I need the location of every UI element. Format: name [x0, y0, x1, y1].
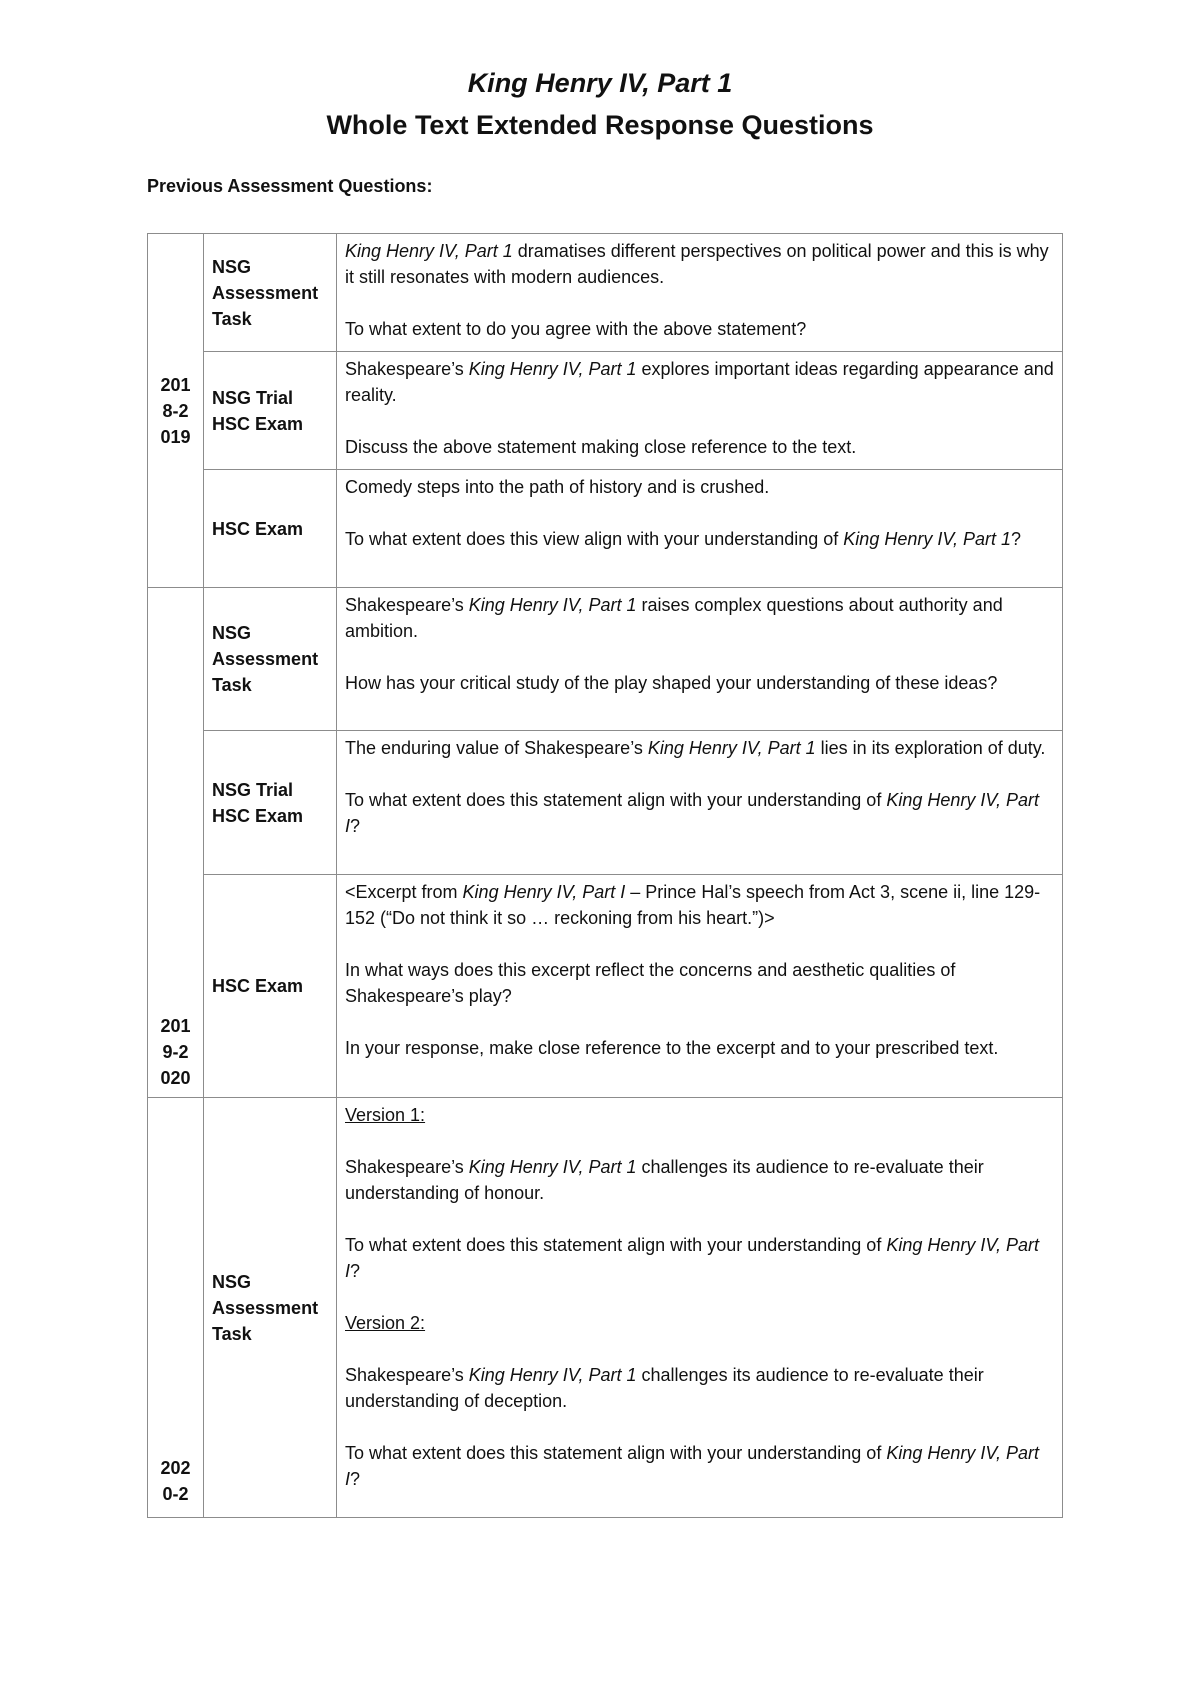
task-cell — [204, 352, 337, 470]
table-row — [148, 875, 1063, 1098]
text-run: How has your critical study of the play shaped your understanding of these ideas? — [345, 673, 998, 693]
question-paragraph — [345, 1232, 1054, 1284]
text-title-italic: King Henry IV, Part I — [345, 1235, 1040, 1281]
table-row — [148, 234, 1063, 352]
text-run: The enduring value of Shakespeare’s — [345, 738, 648, 758]
text-run: ? — [1011, 529, 1022, 549]
text-run: lies in its exploration of duty. — [815, 738, 1046, 758]
year-cell — [148, 1098, 204, 1518]
question-paragraph — [345, 474, 1054, 500]
text-run: Shakespeare’s — [345, 1157, 469, 1177]
version-heading: Version 2: — [345, 1313, 426, 1333]
task-cell — [204, 731, 337, 875]
task-label: Assessment — [212, 282, 319, 303]
question-cell — [337, 875, 1063, 1098]
questions-table — [147, 233, 1063, 1518]
question-cell — [337, 1098, 1063, 1518]
question-paragraph — [345, 957, 1054, 1009]
text-run: explores important ideas regarding appearance and reality. — [345, 359, 1054, 405]
year-line: 201 — [160, 1016, 191, 1036]
text-run: – Prince Hal’s speech from Act 3, scene ii, line 129-152 (“Do not think it so … reckoning from his heart.”)> — [345, 882, 1041, 928]
question-paragraph — [345, 316, 1054, 342]
task-label: Task — [212, 1323, 252, 1344]
document-title: Whole Text Extended Response Questions — [326, 110, 874, 140]
text-run: ? — [350, 1261, 361, 1281]
task-label: Task — [212, 308, 252, 329]
text-run: To what extent does this statement align with your understanding of — [345, 1235, 887, 1255]
task-label: NSG Trial — [212, 387, 294, 408]
task-label: HSC Exam — [212, 413, 304, 434]
text-run: Shakespeare’s — [345, 595, 469, 615]
question-cell — [337, 352, 1063, 470]
task-label: NSG — [212, 256, 252, 277]
text-title-italic: King Henry IV, Part 1 — [843, 529, 1012, 549]
question-paragraph — [345, 1154, 1054, 1206]
text-run: Shakespeare’s — [345, 359, 469, 379]
text-run: challenges its audience to re-evaluate their understanding of honour. — [345, 1157, 984, 1203]
text-run: To what extent does this view align with your understanding of — [345, 529, 844, 549]
task-label: NSG Trial — [212, 779, 294, 800]
text-run: To what extent does this statement align with your understanding of — [345, 1443, 887, 1463]
text-run: To what extent to do you agree with the above statement? — [345, 319, 807, 339]
table-row — [148, 731, 1063, 875]
year-line: 019 — [160, 426, 191, 447]
task-cell — [204, 1098, 337, 1518]
task-label: Assessment — [212, 1297, 319, 1318]
task-label: NSG — [212, 623, 252, 643]
text-run: Shakespeare’s — [345, 1365, 469, 1385]
task-label: HSC Exam — [212, 518, 304, 539]
task-label: Assessment — [212, 649, 319, 669]
text-run: raises complex questions about authority and ambition. — [345, 595, 1003, 641]
task-label: Task — [212, 675, 252, 695]
year-line: 020 — [160, 1068, 191, 1088]
text-run: dramatises different perspectives on political power and this is why it still resonates with modern audiences. — [345, 241, 1049, 287]
task-label: HSC Exam — [212, 976, 304, 996]
year-cell — [148, 234, 204, 588]
task-cell — [204, 588, 337, 731]
text-run: challenges its audience to re-evaluate their understanding of deception. — [345, 1365, 984, 1411]
text-title-italic: King Henry IV, Part I — [462, 882, 626, 902]
year-line: 8-2 — [162, 400, 189, 421]
text-run: <Excerpt from — [345, 882, 463, 902]
task-cell — [204, 234, 337, 352]
text-title-italic: King Henry IV, Part 1 — [468, 1157, 637, 1177]
question-paragraph — [345, 670, 1054, 696]
year-line: 9-2 — [162, 1042, 189, 1062]
year-line: 201 — [160, 374, 191, 395]
document-title-italic: King Henry IV, Part 1 — [467, 68, 733, 98]
table-row — [148, 470, 1063, 588]
text-run: Comedy steps into the path of history and is crushed. — [345, 477, 770, 497]
text-run: To what extent does this statement align with your understanding of — [345, 790, 887, 810]
question-paragraph — [345, 1440, 1054, 1492]
question-paragraph — [345, 879, 1054, 931]
text-run: In what ways does this excerpt reflect the concerns and aesthetic qualities of Shakespeare’s play? — [345, 960, 956, 1006]
task-cell — [204, 875, 337, 1098]
task-label: HSC Exam — [212, 805, 304, 826]
year-line: 0-2 — [162, 1484, 189, 1504]
table-row — [148, 588, 1063, 731]
question-paragraph — [345, 787, 1054, 839]
question-cell — [337, 234, 1063, 352]
text-title-italic: King Henry IV, Part 1 — [647, 738, 816, 758]
text-title-italic: King Henry IV, Part 1 — [468, 595, 637, 615]
task-label: NSG — [212, 1271, 252, 1292]
text-run: ? — [350, 1469, 361, 1489]
task-cell — [204, 470, 337, 588]
text-title-italic: King Henry IV, Part I — [345, 790, 1040, 836]
table-row — [148, 1098, 1063, 1518]
table-row — [148, 352, 1063, 470]
question-cell — [337, 588, 1063, 731]
year-line: 202 — [160, 1458, 191, 1478]
question-paragraph — [345, 356, 1054, 408]
version-heading: Version 1: — [345, 1105, 426, 1125]
text-run: ? — [350, 816, 361, 836]
question-paragraph — [345, 526, 1054, 552]
section-heading: Previous Assessment Questions: — [147, 176, 433, 196]
text-run: In your response, make close reference to the excerpt and to your prescribed text. — [345, 1038, 999, 1058]
text-run: Discuss the above statement making close reference to the text. — [345, 437, 857, 457]
text-title-italic: King Henry IV, Part 1 — [468, 1365, 637, 1385]
text-title-italic: King Henry IV, Part I — [345, 1443, 1040, 1489]
text-title-italic: King Henry IV, Part 1 — [468, 359, 637, 379]
question-paragraph — [345, 1310, 1054, 1336]
question-paragraph — [345, 1362, 1054, 1414]
question-paragraph — [345, 735, 1054, 761]
question-paragraph — [345, 1102, 1054, 1128]
question-paragraph — [345, 592, 1054, 644]
question-paragraph — [345, 434, 1054, 460]
year-cell — [148, 588, 204, 1098]
text-title-italic: King Henry IV, Part 1 — [345, 241, 513, 261]
year-line — [148, 1507, 203, 1517]
question-cell — [337, 731, 1063, 875]
question-paragraph — [345, 238, 1054, 290]
question-cell — [337, 470, 1063, 588]
question-paragraph — [345, 1035, 1054, 1061]
